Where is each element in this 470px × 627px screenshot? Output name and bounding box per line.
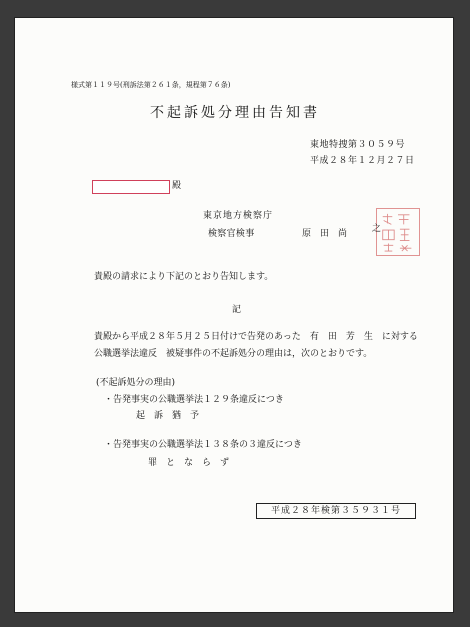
body-line-2: 公職選挙法違反 被疑事件の不起訴処分の理由は，次のとおりです。: [94, 349, 373, 359]
seal-character: 之: [372, 224, 382, 234]
prosecutor-office: 東京地方検察庁: [203, 211, 274, 221]
prosecutor-title: 検察官検事: [208, 229, 255, 239]
official-seal: [376, 208, 420, 256]
reason-2-result: 罪 と な ら ず: [148, 458, 230, 468]
issue-date: 平成２８年１２月２７日: [310, 156, 415, 166]
addressee-suffix: 殿: [172, 181, 182, 191]
prosecutor-name: 原 田 尚: [302, 229, 348, 239]
notice-text: 貴殿の請求により下記のとおり告知します。: [94, 272, 274, 282]
seal-icon: [377, 209, 419, 255]
document-title: 不起訴処分理由告知書: [150, 105, 320, 121]
ki-heading: 記: [232, 305, 242, 315]
form-number: 様式第１１９号(刑訴法第２６１条，規程第７６条): [71, 81, 231, 89]
reason-1-fact: ・告発事実の公職選挙法１２９条違反につき: [104, 395, 284, 405]
redacted-addressee: [92, 180, 170, 194]
reason-heading: (不起訴処分の理由): [96, 378, 176, 388]
reason-2-fact: ・告発事実の公職選挙法１３８条の３違反につき: [104, 440, 302, 450]
body-line-1: 貴殿から平成２８年５月２５日付けで告発のあった 有 田 芳 生 に対する: [94, 332, 418, 342]
case-number: 平成２８年検第３５９３１号: [256, 503, 416, 519]
reference-number: 東地特捜第３０５９号: [310, 140, 406, 150]
reason-1-result: 起 訴 猶 予: [136, 411, 200, 421]
